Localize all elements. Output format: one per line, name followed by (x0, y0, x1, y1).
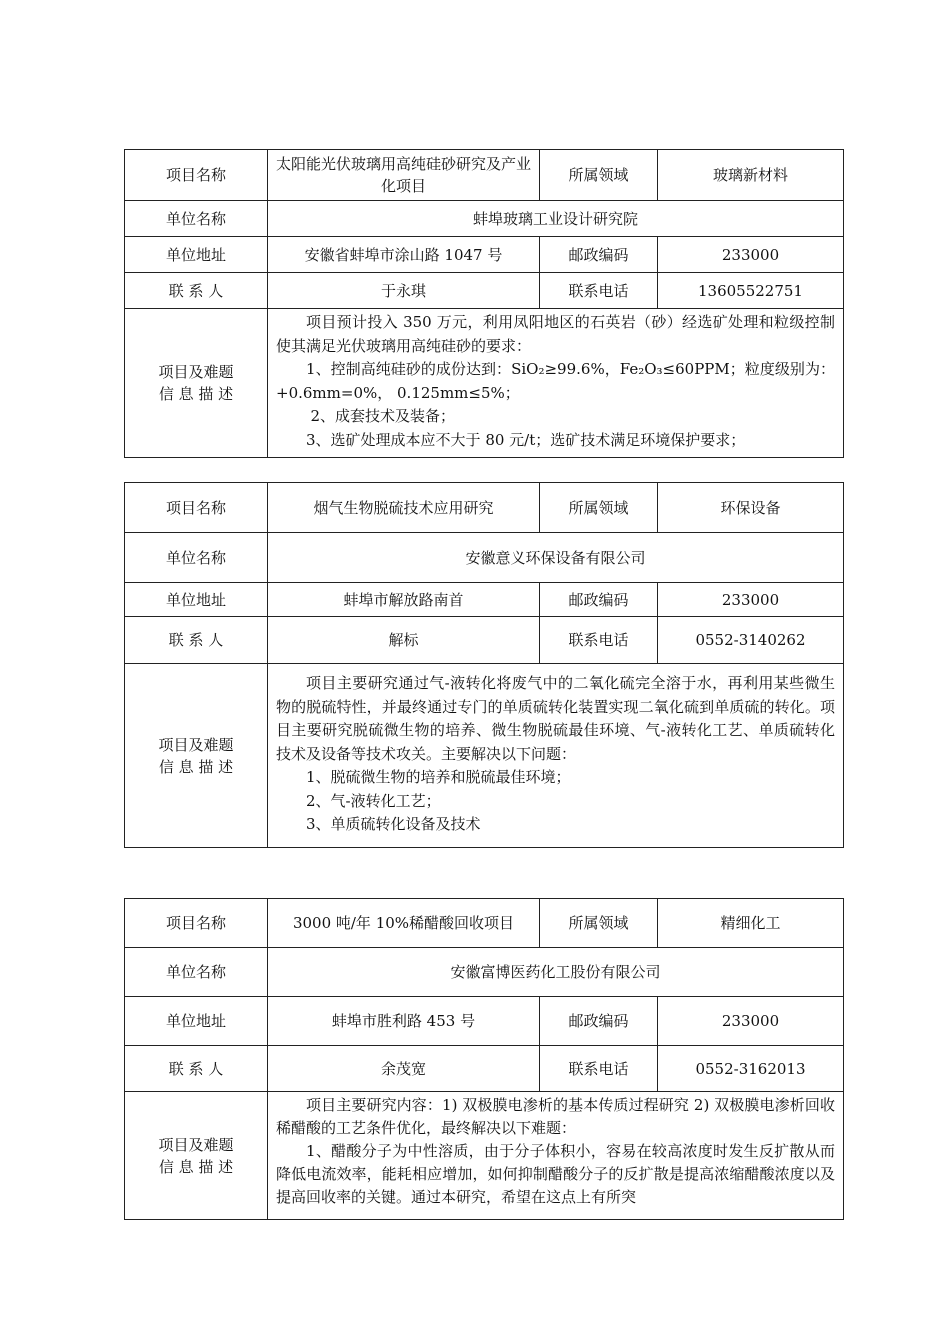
phone-value: 13605522751 (658, 273, 844, 309)
desc-paragraph: 3、选矿处理成本应不大于 80 元/t；选矿技术满足环境保护要求； (306, 430, 746, 449)
desc-paragraph: 项目主要研究通过气-液转化将废气中的二氧化硫完全溶于水，再利用某些微生物的脱硫特性，并最终通过专门的单质硫转化装置实现二氧化硫到单质硫的转化。项目主要研究脱硫微生物的培养、微生物脱硫最佳环境、气-液转化工艺、单质硫转化技术及设备等技术攻关。主要解决以下问题： (276, 674, 835, 763)
postcode-value: 233000 (658, 237, 844, 273)
label-address: 单位地址 (125, 997, 268, 1046)
label-postcode: 邮政编码 (540, 237, 658, 273)
label-unit-name: 单位名称 (125, 201, 268, 237)
label-description (125, 664, 268, 848)
project-name: 烟气生物脱硫技术应用研究 (268, 483, 540, 533)
label-unit-name: 单位名称 (125, 533, 268, 583)
label-address: 单位地址 (125, 237, 268, 273)
label-postcode: 邮政编码 (540, 583, 658, 617)
address-value: 蚌埠市胜利路 453 号 (268, 997, 540, 1046)
desc-paragraph: 1、醋酸分子为中性溶质，由于分子体积小，容易在较高浓度时发生反扩散从而降低电流效率，能耗相应增加，如何抑制醋酸分子的反扩散是提高浓缩醋酸浓度以及提高回收率的关键。通过本研究，希望在这点上有所突 (276, 1142, 835, 1206)
description-text (268, 1092, 844, 1220)
label-field: 所属领域 (540, 483, 658, 533)
project-name: 太阳能光伏玻璃用高纯硅砂研究及产业化项目 (268, 150, 540, 201)
description-text (268, 664, 844, 848)
contact-value: 于永琪 (268, 273, 540, 309)
desc-paragraph: 项目预计投入 350 万元，利用凤阳地区的石英岩（砂）经选矿处理和粒级控制使其满足光伏玻璃用高纯硅砂的要求： (276, 313, 835, 355)
label-desc-line1: 项目及难题 (158, 1135, 234, 1154)
label-project-name: 项目名称 (125, 483, 268, 533)
label-project-name: 项目名称 (125, 150, 268, 201)
desc-paragraph: 2、成套技术及装备； (310, 407, 456, 425)
description-text (268, 309, 844, 458)
label-phone: 联系电话 (540, 1046, 658, 1092)
desc-paragraph: 1、控制高纯硅砂的成份达到：SiO₂≥99.6%，Fe₂O₃≤60PPM；粒度级别为：+0.6mm=0%， 0.125mm≤5%； (276, 360, 835, 402)
label-desc-line1: 项目及难题 (158, 363, 234, 381)
label-contact: 联 系 人 (125, 617, 268, 664)
contact-value: 余茂宽 (268, 1046, 540, 1092)
postcode-value: 233000 (658, 583, 844, 617)
label-contact: 联 系 人 (125, 273, 268, 309)
postcode-value: 233000 (658, 997, 844, 1046)
label-postcode: 邮政编码 (540, 997, 658, 1046)
desc-paragraph: 2、气-液转化工艺； (306, 791, 441, 810)
address-value: 安徽省蚌埠市涂山路 1047 号 (268, 237, 540, 273)
label-project-name: 项目名称 (125, 899, 268, 948)
phone-value: 0552-3140262 (658, 617, 844, 664)
project-table-3 (124, 898, 844, 1220)
unit-name: 蚌埠玻璃工业设计研究院 (268, 201, 844, 237)
project-table-2 (124, 482, 844, 848)
label-address: 单位地址 (125, 583, 268, 617)
desc-paragraph: 1、脱硫微生物的培养和脱硫最佳环境； (306, 768, 571, 786)
label-desc-line2: 信 息 描 述 (158, 1157, 234, 1176)
unit-name: 安徽富博医药化工股份有限公司 (268, 948, 844, 997)
unit-name: 安徽意义环保设备有限公司 (268, 533, 844, 583)
label-description (125, 309, 268, 458)
address-value: 蚌埠市解放路南首 (268, 583, 540, 617)
label-desc-line2: 信 息 描 述 (158, 757, 234, 776)
label-unit-name: 单位名称 (125, 948, 268, 997)
project-table-1 (124, 149, 844, 458)
label-field: 所属领域 (540, 150, 658, 201)
contact-value: 解标 (268, 617, 540, 664)
label-desc-line1: 项目及难题 (158, 735, 234, 754)
phone-value: 0552-3162013 (658, 1046, 844, 1092)
field-value: 玻璃新材料 (658, 150, 844, 201)
label-phone: 联系电话 (540, 617, 658, 664)
label-phone: 联系电话 (540, 273, 658, 309)
label-field: 所属领域 (540, 899, 658, 948)
label-description (125, 1092, 268, 1220)
field-value: 精细化工 (658, 899, 844, 948)
field-value: 环保设备 (658, 483, 844, 533)
label-desc-line2: 信 息 描 述 (158, 385, 234, 403)
label-contact: 联 系 人 (125, 1046, 268, 1092)
desc-paragraph: 项目主要研究内容：1) 双极膜电渗析的基本传质过程研究 2) 双极膜电渗析回收稀醋酸的工艺条件优化，最终解决以下难题： (276, 1096, 835, 1137)
desc-paragraph: 3、单质硫转化设备及技术 (306, 815, 481, 833)
project-name: 3000 吨/年 10%稀醋酸回收项目 (268, 899, 540, 948)
